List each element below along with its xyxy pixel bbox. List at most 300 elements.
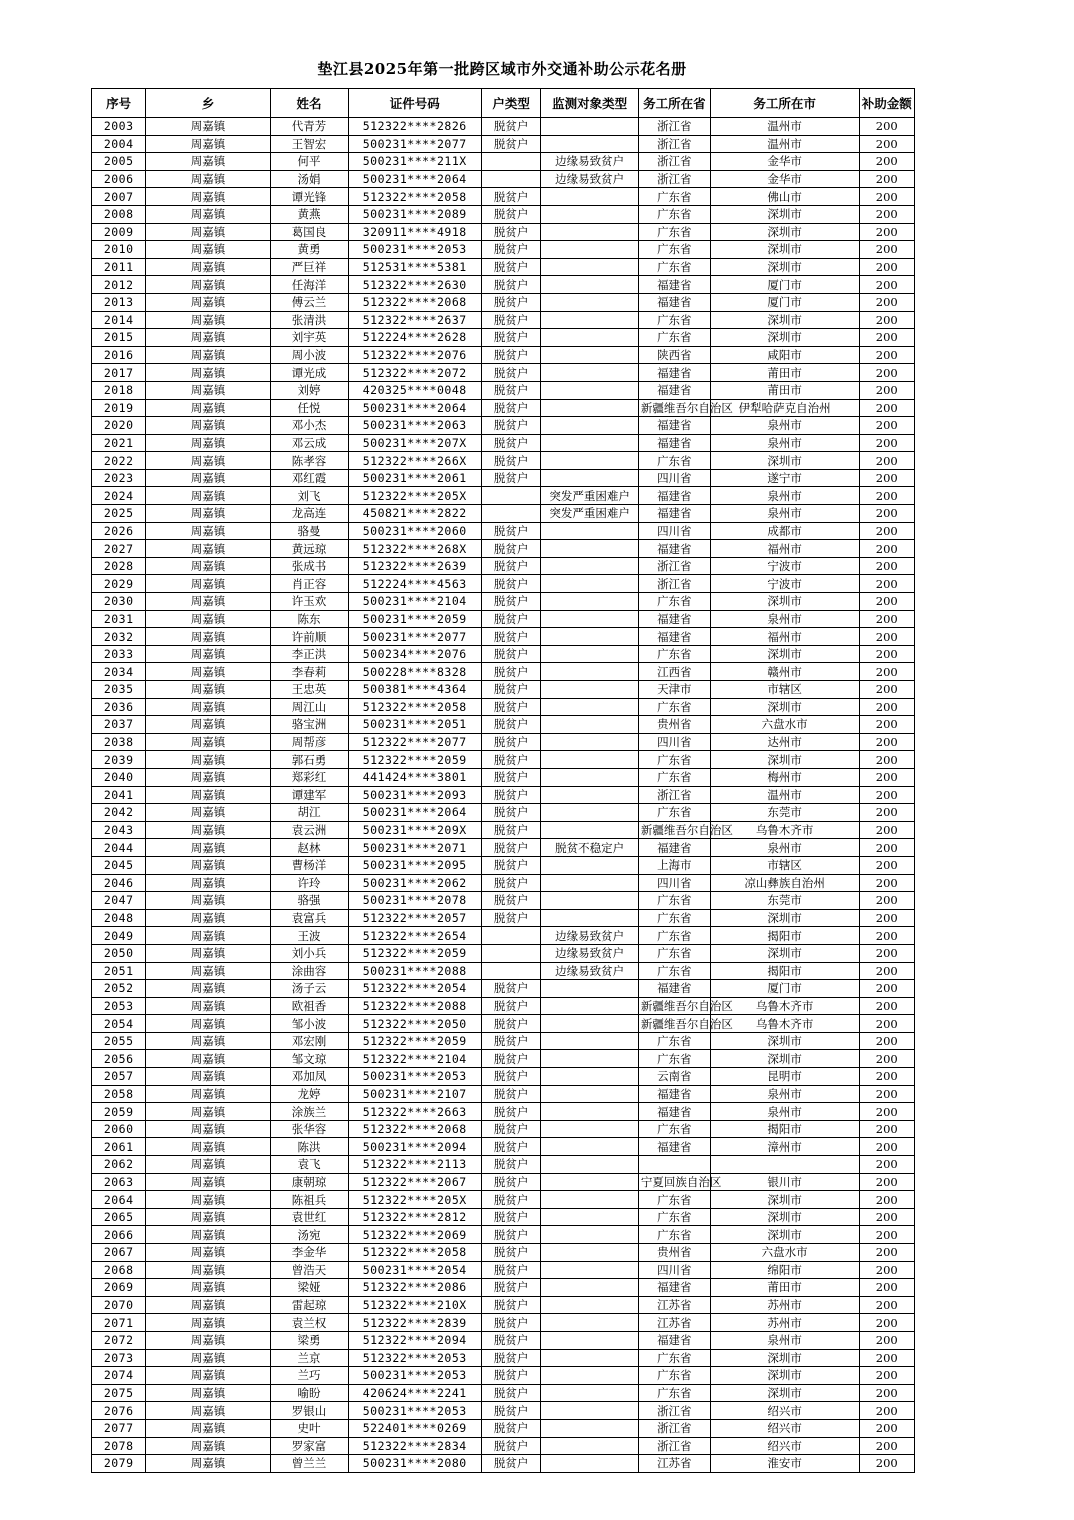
cell-subsidy: 200 <box>859 1455 914 1473</box>
cell-monitor-type <box>541 751 638 769</box>
cell-work-city: 绍兴市 <box>710 1437 859 1455</box>
cell-household-type: 脱贫户 <box>481 839 541 857</box>
table-row <box>92 258 915 276</box>
cell-township: 周嘉镇 <box>146 1402 270 1420</box>
cell-township: 周嘉镇 <box>146 1120 270 1138</box>
cell-subsidy: 200 <box>859 452 914 470</box>
cell-work-city: 泉州市 <box>710 1331 859 1349</box>
cell-id-number: 512322****2826 <box>348 118 481 136</box>
cell-monitor-type: 边缘易致贫户 <box>541 170 638 188</box>
cell-township: 周嘉镇 <box>146 681 270 699</box>
cell-subsidy: 200 <box>859 1015 914 1033</box>
table-row <box>92 399 915 417</box>
cell-name: 黄燕 <box>270 205 348 223</box>
cell-seq: 2036 <box>92 698 146 716</box>
table-row <box>92 1437 915 1455</box>
cell-township: 周嘉镇 <box>146 1015 270 1033</box>
cell-household-type: 脱贫户 <box>481 681 541 699</box>
cell-township: 周嘉镇 <box>146 768 270 786</box>
cell-township: 周嘉镇 <box>146 804 270 822</box>
cell-work-province: 宁夏回族自治区 <box>638 1173 710 1191</box>
cell-name: 黄远琼 <box>270 540 348 558</box>
table-row <box>92 962 915 980</box>
cell-id-number: 500231****2094 <box>348 1138 481 1156</box>
cell-id-number: 512322****2086 <box>348 1279 481 1297</box>
table-row <box>92 1138 915 1156</box>
cell-monitor-type <box>541 856 638 874</box>
cell-subsidy: 200 <box>859 856 914 874</box>
cell-work-city: 揭阳市 <box>710 927 859 945</box>
cell-township: 周嘉镇 <box>146 1226 270 1244</box>
cell-work-city: 银川市 <box>710 1173 859 1191</box>
table-row <box>92 892 915 910</box>
cell-work-city: 赣州市 <box>710 663 859 681</box>
cell-township: 周嘉镇 <box>146 997 270 1015</box>
cell-id-number: 512322****2077 <box>348 733 481 751</box>
cell-work-province: 江苏省 <box>638 1296 710 1314</box>
cell-township: 周嘉镇 <box>146 1367 270 1385</box>
col-header-work-province: 务工所在省 <box>638 89 710 118</box>
table-row <box>92 1015 915 1033</box>
cell-township: 周嘉镇 <box>146 1437 270 1455</box>
cell-township: 周嘉镇 <box>146 1331 270 1349</box>
cell-work-province: 广东省 <box>638 768 710 786</box>
cell-name: 黄勇 <box>270 241 348 259</box>
cell-township: 周嘉镇 <box>146 452 270 470</box>
cell-household-type: 脱贫户 <box>481 1103 541 1121</box>
cell-seq: 2073 <box>92 1349 146 1367</box>
cell-monitor-type <box>541 681 638 699</box>
cell-id-number: 512322****2639 <box>348 557 481 575</box>
cell-id-number: 500231****2107 <box>348 1085 481 1103</box>
cell-name: 兰京 <box>270 1349 348 1367</box>
cell-subsidy: 200 <box>859 505 914 523</box>
cell-seq: 2052 <box>92 980 146 998</box>
cell-household-type: 脱贫户 <box>481 1296 541 1314</box>
cell-seq: 2022 <box>92 452 146 470</box>
cell-work-city: 泉州市 <box>710 610 859 628</box>
cell-subsidy: 200 <box>859 1050 914 1068</box>
cell-id-number: 500231****2051 <box>348 716 481 734</box>
cell-township: 周嘉镇 <box>146 1191 270 1209</box>
cell-name: 陈洪 <box>270 1138 348 1156</box>
cell-monitor-type: 边缘易致贫户 <box>541 962 638 980</box>
cell-name: 袁飞 <box>270 1156 348 1174</box>
cell-monitor-type <box>541 575 638 593</box>
table-row <box>92 1279 915 1297</box>
cell-monitor-type <box>541 469 638 487</box>
table-row <box>92 188 915 206</box>
cell-township: 周嘉镇 <box>146 505 270 523</box>
cell-work-province: 福建省 <box>638 610 710 628</box>
cell-work-city: 佛山市 <box>710 188 859 206</box>
table-header <box>92 89 915 118</box>
cell-subsidy: 200 <box>859 135 914 153</box>
cell-work-city: 深圳市 <box>710 944 859 962</box>
cell-id-number: 441424****3801 <box>348 768 481 786</box>
cell-work-city: 六盘水市 <box>710 1244 859 1262</box>
cell-name: 骆强 <box>270 892 348 910</box>
cell-seq: 2035 <box>92 681 146 699</box>
cell-id-number: 512322****2094 <box>348 1331 481 1349</box>
cell-household-type: 脱贫户 <box>481 1068 541 1086</box>
table-row <box>92 927 915 945</box>
cell-township: 周嘉镇 <box>146 1032 270 1050</box>
cell-seq: 2033 <box>92 645 146 663</box>
cell-work-province: 福建省 <box>638 540 710 558</box>
cell-id-number: 500231****2077 <box>348 628 481 646</box>
cell-household-type: 脱贫户 <box>481 751 541 769</box>
cell-seq: 2079 <box>92 1455 146 1473</box>
cell-household-type: 脱贫户 <box>481 399 541 417</box>
cell-name: 张成书 <box>270 557 348 575</box>
cell-township: 周嘉镇 <box>146 170 270 188</box>
table-row <box>92 663 915 681</box>
cell-household-type: 脱贫户 <box>481 821 541 839</box>
cell-household-type <box>481 944 541 962</box>
cell-monitor-type <box>541 1367 638 1385</box>
cell-name: 史叶 <box>270 1419 348 1437</box>
cell-name: 郭石勇 <box>270 751 348 769</box>
cell-township: 周嘉镇 <box>146 698 270 716</box>
table-row <box>92 1314 915 1332</box>
cell-id-number: 512322****2654 <box>348 927 481 945</box>
cell-name: 许玉欢 <box>270 593 348 611</box>
cell-township: 周嘉镇 <box>146 610 270 628</box>
cell-township: 周嘉镇 <box>146 1050 270 1068</box>
table-row <box>92 118 915 136</box>
cell-work-city: 昆明市 <box>710 1068 859 1086</box>
table-body <box>92 118 915 1473</box>
cell-household-type: 脱贫户 <box>481 381 541 399</box>
cell-subsidy: 200 <box>859 1156 914 1174</box>
cell-monitor-type <box>541 1015 638 1033</box>
cell-seq: 2023 <box>92 469 146 487</box>
cell-work-city: 市辖区 <box>710 856 859 874</box>
cell-name: 涂曲容 <box>270 962 348 980</box>
cell-name: 曾浩天 <box>270 1261 348 1279</box>
cell-subsidy: 200 <box>859 522 914 540</box>
cell-subsidy: 200 <box>859 1120 914 1138</box>
cell-work-province: 贵州省 <box>638 716 710 734</box>
cell-work-province: 广东省 <box>638 1032 710 1050</box>
cell-work-province: 广东省 <box>638 205 710 223</box>
cell-monitor-type <box>541 346 638 364</box>
cell-monitor-type <box>541 610 638 628</box>
cell-id-number: 500231****2093 <box>348 786 481 804</box>
table-row <box>92 1103 915 1121</box>
cell-subsidy: 200 <box>859 329 914 347</box>
cell-subsidy: 200 <box>859 434 914 452</box>
cell-name: 周帮彦 <box>270 733 348 751</box>
cell-township: 周嘉镇 <box>146 346 270 364</box>
cell-id-number: 420325****0048 <box>348 381 481 399</box>
cell-name: 汤娟 <box>270 170 348 188</box>
cell-township: 周嘉镇 <box>146 258 270 276</box>
cell-monitor-type <box>541 1331 638 1349</box>
cell-household-type: 脱贫户 <box>481 1226 541 1244</box>
cell-subsidy: 200 <box>859 716 914 734</box>
cell-monitor-type <box>541 1050 638 1068</box>
cell-name: 王智宏 <box>270 135 348 153</box>
cell-township: 周嘉镇 <box>146 135 270 153</box>
cell-work-province: 广东省 <box>638 311 710 329</box>
cell-subsidy: 200 <box>859 997 914 1015</box>
cell-seq: 2019 <box>92 399 146 417</box>
table-row <box>92 293 915 311</box>
cell-id-number: 512322****268X <box>348 540 481 558</box>
cell-household-type: 脱贫户 <box>481 522 541 540</box>
page-title: 垫江县2025年第一批跨区域市外交通补助公示花名册 <box>317 60 687 78</box>
cell-township: 周嘉镇 <box>146 205 270 223</box>
cell-township: 周嘉镇 <box>146 276 270 294</box>
cell-work-city: 莆田市 <box>710 381 859 399</box>
cell-household-type: 脱贫户 <box>481 786 541 804</box>
table-row <box>92 557 915 575</box>
table-row <box>92 856 915 874</box>
cell-household-type: 脱贫户 <box>481 1208 541 1226</box>
cell-name: 曹杨洋 <box>270 856 348 874</box>
cell-township: 周嘉镇 <box>146 522 270 540</box>
cell-household-type: 脱贫户 <box>481 452 541 470</box>
cell-subsidy: 200 <box>859 1279 914 1297</box>
cell-seq: 2078 <box>92 1437 146 1455</box>
cell-id-number: 500231****2078 <box>348 892 481 910</box>
cell-work-province: 广东省 <box>638 892 710 910</box>
table-row <box>92 1120 915 1138</box>
table-row <box>92 733 915 751</box>
cell-subsidy: 200 <box>859 751 914 769</box>
cell-monitor-type <box>541 768 638 786</box>
cell-work-city: 乌鲁木齐市 <box>710 1015 859 1033</box>
cell-subsidy: 200 <box>859 1244 914 1262</box>
cell-seq: 2013 <box>92 293 146 311</box>
cell-monitor-type <box>541 1191 638 1209</box>
cell-work-city: 成都市 <box>710 522 859 540</box>
cell-household-type <box>481 927 541 945</box>
table-row <box>92 205 915 223</box>
cell-township: 周嘉镇 <box>146 1261 270 1279</box>
cell-monitor-type <box>541 118 638 136</box>
cell-work-city: 深圳市 <box>710 1032 859 1050</box>
cell-work-city: 深圳市 <box>710 698 859 716</box>
cell-subsidy: 200 <box>859 1208 914 1226</box>
cell-monitor-type <box>541 364 638 382</box>
table-row <box>92 1173 915 1191</box>
cell-name: 许前顺 <box>270 628 348 646</box>
cell-monitor-type <box>541 1032 638 1050</box>
cell-township: 周嘉镇 <box>146 856 270 874</box>
cell-name: 龙婷 <box>270 1085 348 1103</box>
cell-id-number: 512322****2057 <box>348 909 481 927</box>
cell-name: 胡江 <box>270 804 348 822</box>
cell-subsidy: 200 <box>859 1331 914 1349</box>
cell-subsidy: 200 <box>859 804 914 822</box>
cell-seq: 2014 <box>92 311 146 329</box>
cell-id-number: 450821****2822 <box>348 505 481 523</box>
cell-seq: 2054 <box>92 1015 146 1033</box>
cell-work-province: 新疆维吾尔自治区 <box>638 399 710 417</box>
cell-id-number: 522401****0269 <box>348 1419 481 1437</box>
cell-work-province: 陕西省 <box>638 346 710 364</box>
cell-township: 周嘉镇 <box>146 1419 270 1437</box>
cell-monitor-type <box>541 874 638 892</box>
table-row <box>92 1208 915 1226</box>
cell-work-city: 达州市 <box>710 733 859 751</box>
cell-household-type: 脱贫户 <box>481 276 541 294</box>
cell-township: 周嘉镇 <box>146 927 270 945</box>
table-row <box>92 505 915 523</box>
cell-work-province: 浙江省 <box>638 557 710 575</box>
cell-township: 周嘉镇 <box>146 469 270 487</box>
cell-id-number: 500231****2053 <box>348 1367 481 1385</box>
col-header-township: 乡 <box>146 89 270 118</box>
table-row <box>92 1349 915 1367</box>
cell-work-province: 广东省 <box>638 1349 710 1367</box>
cell-id-number: 500231****2064 <box>348 804 481 822</box>
cell-household-type: 脱贫户 <box>481 258 541 276</box>
cell-id-number: 512322****2054 <box>348 980 481 998</box>
cell-id-number: 500231****2088 <box>348 962 481 980</box>
cell-household-type: 脱贫户 <box>481 768 541 786</box>
cell-id-number: 500234****2076 <box>348 645 481 663</box>
cell-township: 周嘉镇 <box>146 980 270 998</box>
cell-township: 周嘉镇 <box>146 540 270 558</box>
cell-household-type <box>481 487 541 505</box>
cell-seq: 2060 <box>92 1120 146 1138</box>
cell-name: 邹文琼 <box>270 1050 348 1068</box>
cell-seq: 2055 <box>92 1032 146 1050</box>
cell-work-province: 广东省 <box>638 1367 710 1385</box>
cell-work-province: 广东省 <box>638 452 710 470</box>
cell-township: 周嘉镇 <box>146 1156 270 1174</box>
cell-work-city: 福州市 <box>710 540 859 558</box>
cell-seq: 2028 <box>92 557 146 575</box>
cell-work-province: 新疆维吾尔自治区 <box>638 1015 710 1033</box>
cell-monitor-type <box>541 716 638 734</box>
cell-monitor-type <box>541 452 638 470</box>
cell-subsidy: 200 <box>859 874 914 892</box>
cell-household-type: 脱贫户 <box>481 1032 541 1050</box>
table-row <box>92 469 915 487</box>
cell-monitor-type <box>541 663 638 681</box>
cell-work-city: 金华市 <box>710 153 859 171</box>
table-row <box>92 381 915 399</box>
cell-work-province: 福建省 <box>638 487 710 505</box>
cell-township: 周嘉镇 <box>146 1173 270 1191</box>
cell-subsidy: 200 <box>859 170 914 188</box>
cell-work-province: 浙江省 <box>638 786 710 804</box>
cell-id-number: 512322****2663 <box>348 1103 481 1121</box>
cell-household-type: 脱贫户 <box>481 241 541 259</box>
cell-seq: 2071 <box>92 1314 146 1332</box>
cell-work-province: 四川省 <box>638 1261 710 1279</box>
cell-subsidy: 200 <box>859 311 914 329</box>
cell-township: 周嘉镇 <box>146 1314 270 1332</box>
cell-household-type: 脱贫户 <box>481 698 541 716</box>
cell-household-type <box>481 505 541 523</box>
cell-seq: 2068 <box>92 1261 146 1279</box>
cell-name: 邹小波 <box>270 1015 348 1033</box>
cell-work-province: 广东省 <box>638 223 710 241</box>
cell-household-type: 脱贫户 <box>481 874 541 892</box>
cell-work-province: 四川省 <box>638 733 710 751</box>
cell-work-province: 广东省 <box>638 804 710 822</box>
cell-seq: 2010 <box>92 241 146 259</box>
cell-name: 兰巧 <box>270 1367 348 1385</box>
cell-seq: 2005 <box>92 153 146 171</box>
table-row <box>92 768 915 786</box>
cell-work-province: 天津市 <box>638 681 710 699</box>
cell-id-number: 500231****2089 <box>348 205 481 223</box>
table-row <box>92 645 915 663</box>
cell-work-province: 浙江省 <box>638 170 710 188</box>
cell-seq: 2006 <box>92 170 146 188</box>
cell-work-city: 温州市 <box>710 135 859 153</box>
cell-subsidy: 200 <box>859 944 914 962</box>
table-row <box>92 417 915 435</box>
cell-township: 周嘉镇 <box>146 557 270 575</box>
cell-name: 谭建军 <box>270 786 348 804</box>
cell-name: 刘婷 <box>270 381 348 399</box>
header-row <box>92 89 915 118</box>
cell-work-city <box>710 1156 859 1174</box>
cell-subsidy: 200 <box>859 1296 914 1314</box>
cell-name: 李正洪 <box>270 645 348 663</box>
cell-work-province: 广东省 <box>638 645 710 663</box>
cell-work-city: 市辖区 <box>710 681 859 699</box>
cell-work-city: 漳州市 <box>710 1138 859 1156</box>
table-row <box>92 487 915 505</box>
cell-subsidy: 200 <box>859 786 914 804</box>
table-row <box>92 821 915 839</box>
table-row <box>92 1050 915 1068</box>
cell-household-type: 脱贫户 <box>481 293 541 311</box>
cell-subsidy: 200 <box>859 909 914 927</box>
cell-work-city: 泉州市 <box>710 434 859 452</box>
cell-subsidy: 200 <box>859 733 914 751</box>
cell-monitor-type <box>541 1226 638 1244</box>
cell-monitor-type <box>541 223 638 241</box>
cell-work-city: 苏州市 <box>710 1296 859 1314</box>
cell-id-number: 500231****207X <box>348 434 481 452</box>
cell-name: 傅云兰 <box>270 293 348 311</box>
cell-work-city: 深圳市 <box>710 452 859 470</box>
table-row <box>92 698 915 716</box>
cell-subsidy: 200 <box>859 241 914 259</box>
cell-id-number: 500231****2064 <box>348 170 481 188</box>
cell-work-province: 福建省 <box>638 293 710 311</box>
cell-work-city: 梅州市 <box>710 768 859 786</box>
cell-monitor-type <box>541 1068 638 1086</box>
cell-household-type: 脱贫户 <box>481 1015 541 1033</box>
cell-work-city: 深圳市 <box>710 1384 859 1402</box>
cell-work-city: 乌鲁木齐市 <box>710 997 859 1015</box>
table-row <box>92 1191 915 1209</box>
cell-subsidy: 200 <box>859 1032 914 1050</box>
cell-township: 周嘉镇 <box>146 575 270 593</box>
cell-seq: 2018 <box>92 381 146 399</box>
cell-subsidy: 200 <box>859 153 914 171</box>
cell-name: 邓加凤 <box>270 1068 348 1086</box>
cell-seq: 2030 <box>92 593 146 611</box>
cell-name: 王忠英 <box>270 681 348 699</box>
cell-work-city: 伊犁哈萨克自治州 <box>710 399 859 417</box>
cell-seq: 2056 <box>92 1050 146 1068</box>
cell-id-number: 500231****2080 <box>348 1455 481 1473</box>
cell-work-province: 广东省 <box>638 962 710 980</box>
cell-name: 陈祖兵 <box>270 1191 348 1209</box>
